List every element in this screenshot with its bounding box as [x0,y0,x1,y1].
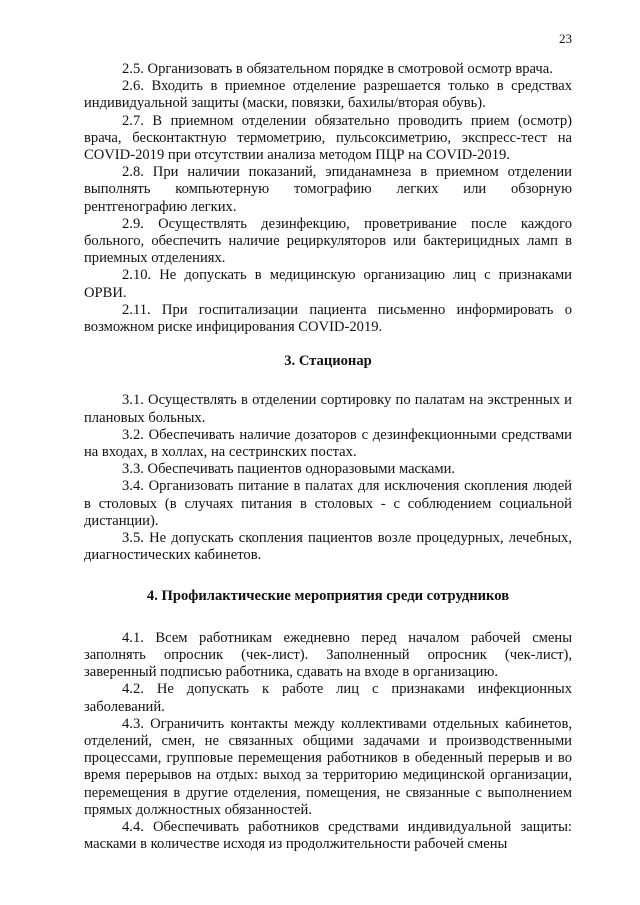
paragraph-2-5: 2.5. Организовать в обязательном порядке в смотровой осмотр врача. [122,61,553,77]
paragraph-2-8: 2.8. При наличии показаний, эпиданамнеза в приемном отделении выполнять компьютерную томографию легких или обзорную рентгенографию легких. [84,164,572,215]
paragraph-3-5: 3.5. Не допускать скопления пациентов возле процедурных, лечебных, диагностических кабинетов. [84,530,572,564]
section-4-title: 4. Профилактические мероприятия среди сотрудников [146,588,510,605]
paragraph-4-1: 4.1. Всем работникам ежедневно перед началом рабочей смены заполнять опросник (чек-лист). Заполненный опросник (чек-лист), заверенный подписью работника, сдавать на входе в организацию. [84,629,572,681]
paragraph-3-1: 3.1. Осуществлять в отделении сортировку по палатам на экстренных и плановых больных. [84,392,572,426]
paragraph-2-6: 2.6. Входить в приемное отделение разрешается только в средствах индивидуальной защиты (маски, повязки, бахилы/вторая обувь). [84,78,572,112]
paragraph-3-3: 3.3. Обеспечивать пациентов одноразовыми масками. [122,461,456,478]
paragraph-3-4: 3.4. Организовать питание в палатах для исключения скопления людей в столовых (в случаях питания в столовых - с соблюдением социальной дистанции). [84,478,572,529]
page-number: 23 [559,31,572,46]
paragraph-2-9: 2.9. Осуществлять дезинфекцию, проветривание после каждого больного, обеспечить наличие рециркуляторов или бактерицидных ламп в приемных отделениях. [84,215,572,267]
paragraph-4-2: 4.2. Не допускать к работе лиц с признаками инфекционных заболеваний. [84,681,572,715]
document-body [84,61,572,853]
section-3-title: 3. Стационар [284,353,372,370]
paragraph-2-11: 2.11. При госпитализации пациента письменно информировать о возможном риске инфицирования COVID-2019. [84,301,572,336]
paragraph-4-3: 4.3. Ограничить контакты между коллективами отдельных кабинетов, отделений, смен, не связанных общими задачами и производственными процессами, групповые перемещения работников в обеденный перерыв и во время перерывов на отдых: выход за территорию медицинской организации, перемещения в другие отделения, помещения, не связанные с выполнением прямых должностных обязанностей. [84,715,572,818]
paragraph-2-10: 2.10. Не допускать в медицинскую организацию лиц с признаками ОРВИ. [84,267,572,301]
paragraph-3-2: 3.2. Обеспечивать наличие дозаторов с дезинфекционными средствами на входах, в холлах, на сестринских постах. [84,426,572,461]
paragraph-4-4: 4.4. Обеспечивать работников средствами индивидуальной защиты: масками в количестве исходя из продолжительности рабочей смены [84,818,572,853]
paragraph-2-7: 2.7. В приемном отделении обязательно проводить прием (осмотр) врача, бесконтактную термометрию, пульсоксиметрию, экспресс-тест на COVID-2019 при отсутствии анализа методом ПЦР на COVID-2019. [84,112,572,164]
